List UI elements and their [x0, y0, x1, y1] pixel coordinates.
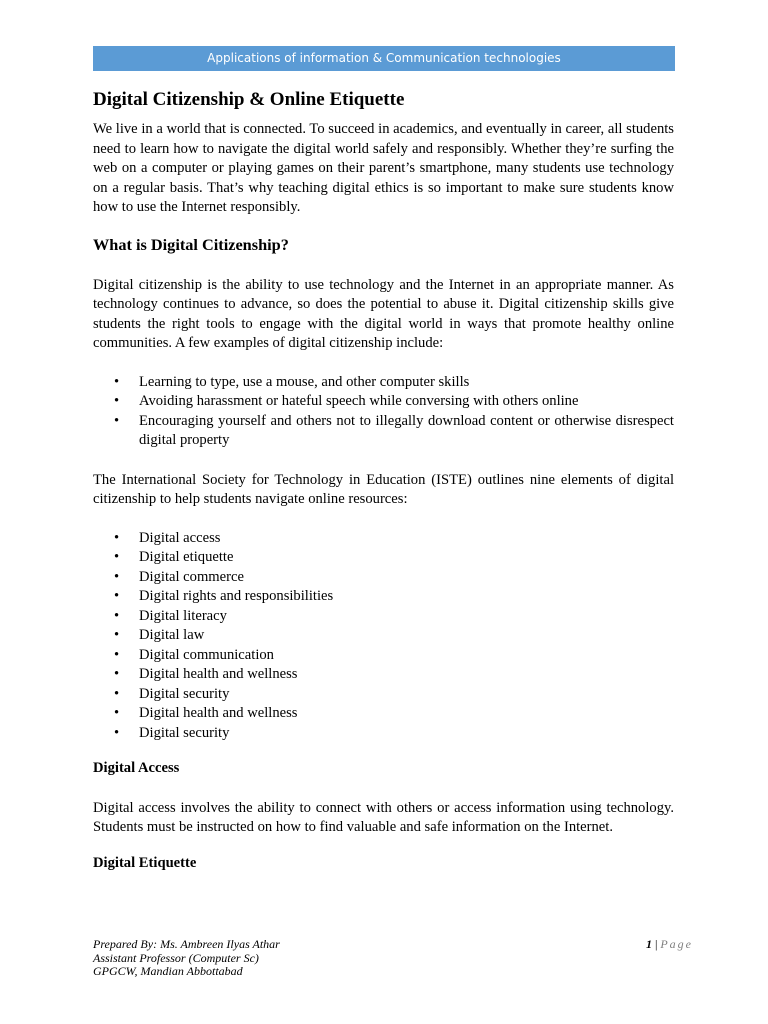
list-item: • Encouraging yourself and others not to illegally download content or otherwise disrespect digital property: [93, 412, 674, 451]
list-item: • Avoiding harassment or hateful speech while conversing with others online: [93, 392, 674, 412]
definition-paragraph: Digital citizenship is the ability to use technology and the Internet in an appropriate manner. As technology continues to advance, so does the potential to abuse it. Digital citizenship skills give students the right tools to engage with the digital world in ways that promote healthy online communities. A few examples of digital citizenship include:: [93, 276, 674, 351]
page-separator: |: [651, 937, 661, 951]
section-heading-digital-access: Digital Access: [93, 760, 180, 776]
document-body: [93, 88, 674, 873]
list-item: • Digital communication: [93, 646, 674, 666]
iste-paragraph: The International Society for Technology in Education (ISTE) outlines nine elements of digital citizenship to help students navigate online resources:: [93, 471, 674, 507]
list-item: • Digital health and wellness: [93, 665, 674, 685]
section-heading-digital-etiquette: Digital Etiquette: [93, 854, 197, 871]
list-item: • Digital security: [93, 685, 674, 705]
page-indicator: [646, 938, 693, 952]
list-item: • Digital access: [93, 529, 674, 549]
page-footer: [93, 938, 693, 979]
list-item: • Digital health and wellness: [93, 704, 674, 724]
list-item: • Digital commerce: [93, 568, 674, 588]
intro-paragraph: We live in a world that is connected. To succeed in academics, and eventually in career, all students need to learn how to navigate the digital world safely and responsibly. Whether they’re surfing the web on a computer or playing games on their parent’s smartphone, many students use technology on a regular basis. That’s why teaching digital ethics is so important to make sure students know how to use the Internet responsibly.: [93, 121, 674, 215]
digital-access-paragraph: Digital access involves the ability to connect with others or access information using technology. Students must be instructed on how to find valuable and safe information on the Internet.: [93, 799, 674, 835]
header-title: Applications of information & Communication technologies: [207, 51, 561, 65]
section-heading-what-is: What is Digital Citizenship?: [93, 234, 289, 254]
page-label: Page: [660, 937, 693, 951]
list-item: • Digital security: [93, 724, 674, 744]
footer-position: Assistant Professor (Computer Sc): [93, 950, 259, 965]
list-item: • Digital etiquette: [93, 548, 674, 568]
footer-author: Prepared By: Ms. Ambreen Ilyas Athar: [93, 937, 280, 951]
running-header: [93, 46, 675, 71]
list-item: • Learning to type, use a mouse, and other computer skills: [93, 373, 674, 393]
list-item: • Digital rights and responsibilities: [93, 587, 674, 607]
footer-institution: GPGCW, Mandian Abbottabad: [93, 964, 243, 978]
document-title: Digital Citizenship & Online Etiquette: [93, 89, 405, 110]
elements-list: [93, 529, 674, 744]
page-number: 1: [645, 937, 652, 951]
list-item: • Digital literacy: [93, 607, 674, 627]
examples-list: [93, 373, 674, 451]
list-item: • Digital law: [93, 626, 674, 646]
